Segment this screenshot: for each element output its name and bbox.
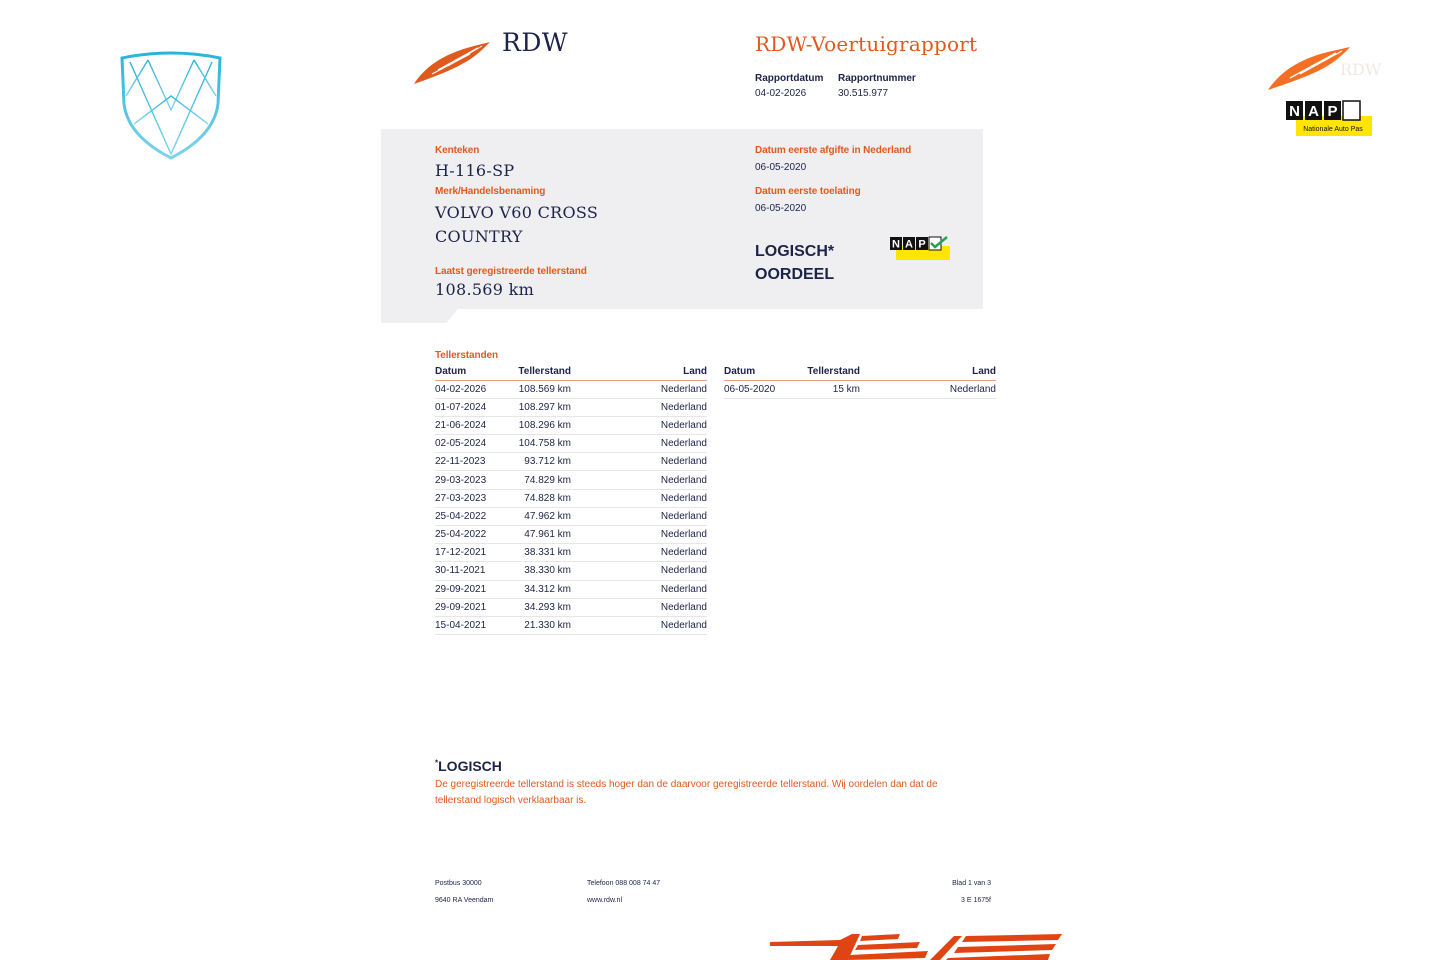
report-number: 30.515.977	[838, 88, 889, 99]
cell-country: Nederland	[571, 380, 707, 398]
cell-country: Nederland	[860, 380, 996, 398]
footer-address-line1: Postbus 30000	[435, 880, 482, 887]
make-value-line2: COUNTRY	[435, 227, 523, 246]
cell-country: Nederland	[571, 526, 707, 544]
table-row	[435, 544, 707, 562]
col-date-header: Datum	[724, 366, 806, 380]
rdw-wordmark: RDW	[502, 28, 569, 57]
footer-address-line2: 9640 RA Veendam	[435, 897, 494, 904]
nap-letter-p: P	[1327, 103, 1338, 120]
cell-country: Nederland	[571, 507, 707, 525]
cell-country: Nederland	[571, 598, 707, 616]
table-row	[435, 562, 707, 580]
cell-km: 34.312 km	[517, 580, 571, 598]
cell-country: Nederland	[571, 416, 707, 434]
cell-date: 01-07-2024	[435, 398, 517, 416]
cell-date: 06-05-2020	[724, 380, 806, 398]
first-issue-value: 06-05-2020	[755, 162, 807, 173]
table-row	[435, 416, 707, 434]
cell-km: 74.829 km	[517, 471, 571, 489]
verdict-line2: OORDEEL	[755, 266, 835, 283]
col-km-header: Tellerstand	[806, 366, 860, 380]
cell-date: 02-05-2024	[435, 435, 517, 453]
table-row	[435, 526, 707, 544]
corner-rdw-wordmark: RDW	[1340, 60, 1382, 79]
table-header-row	[724, 366, 996, 380]
cell-date: 29-09-2021	[435, 598, 517, 616]
table-row	[435, 580, 707, 598]
cell-country: Nederland	[571, 398, 707, 416]
nap-small-letter-n: N	[892, 238, 900, 251]
table-row	[435, 398, 707, 416]
table-row	[435, 507, 707, 525]
table-row	[435, 616, 707, 634]
cell-country: Nederland	[571, 562, 707, 580]
table-row	[435, 489, 707, 507]
cell-km: 108.297 km	[517, 398, 571, 416]
cell-km: 74.828 km	[517, 489, 571, 507]
footnote-title	[435, 758, 502, 774]
cell-date: 27-03-2023	[435, 489, 517, 507]
footnote-marker: *	[435, 758, 439, 768]
footnote-text: De geregistreerde tellerstand is steeds hoger dan de daarvoor geregistreerde tellerstand. Wij oordelen dan dat de tellerstand logisch verklaarbaar is.	[435, 779, 938, 806]
col-country-header: Land	[860, 366, 996, 380]
cell-km: 15 km	[806, 380, 860, 398]
verdict-line1: LOGISCH*	[755, 243, 835, 260]
panel-tab-decoration	[381, 309, 458, 323]
cell-date: 29-09-2021	[435, 580, 517, 598]
table-row	[435, 380, 707, 398]
cell-date: 25-04-2022	[435, 507, 517, 525]
cell-km: 21.330 km	[517, 616, 571, 634]
nap-badge-text: Nationale Auto Pas	[1303, 126, 1363, 133]
cell-km: 47.962 km	[517, 507, 571, 525]
readings-table-right	[724, 366, 996, 399]
table-header-row	[435, 366, 707, 380]
nap-small-letter-a: A	[905, 238, 913, 251]
odometer-value: 108.569 km	[435, 280, 535, 299]
col-country-header: Land	[571, 366, 707, 380]
cell-km: 38.330 km	[517, 562, 571, 580]
first-admission-value: 06-05-2020	[755, 203, 807, 214]
cell-km: 38.331 km	[517, 544, 571, 562]
cell-km: 108.296 km	[517, 416, 571, 434]
plate-value: H-116-SP	[435, 161, 515, 180]
col-km-header: Tellerstand	[517, 366, 571, 380]
cell-date: 15-04-2021	[435, 616, 517, 634]
first-admission-label: Datum eerste toelating	[755, 186, 861, 197]
odometer-label: Laatst geregistreerde tellerstand	[435, 266, 587, 277]
cell-date: 22-11-2023	[435, 453, 517, 471]
cell-country: Nederland	[571, 616, 707, 634]
plate-label: Kenteken	[435, 145, 480, 156]
panel-cut-decoration	[381, 309, 983, 323]
nap-small-letter-p: P	[918, 238, 926, 251]
table-row	[435, 435, 707, 453]
cell-date: 25-04-2022	[435, 526, 517, 544]
footer-phone: Telefoon 088 008 74 47	[587, 880, 661, 887]
footer-code: 3 E 1675f	[961, 897, 991, 904]
nap-check-badge-icon	[890, 236, 950, 260]
table-row	[435, 471, 707, 489]
table-row	[724, 380, 996, 398]
readings-section-title: Tellerstanden	[435, 350, 498, 361]
first-issue-label: Datum eerste afgifte in Nederland	[755, 145, 912, 156]
cell-country: Nederland	[571, 453, 707, 471]
table-row	[435, 453, 707, 471]
col-date-header: Datum	[435, 366, 517, 380]
make-label: Merk/Handelsbenaming	[435, 186, 546, 197]
nap-letter-n: N	[1289, 103, 1300, 120]
footnote-title-text: LOGISCH	[438, 758, 502, 774]
table-row	[435, 598, 707, 616]
report-date: 04-02-2026	[755, 88, 807, 99]
cell-date: 29-03-2023	[435, 471, 517, 489]
cell-date: 21-06-2024	[435, 416, 517, 434]
cell-country: Nederland	[571, 544, 707, 562]
cell-km: 104.758 km	[517, 435, 571, 453]
shield-logo-icon	[118, 50, 224, 162]
make-value-line1: VOLVO V60 CROSS	[435, 203, 599, 222]
report-number-label: Rapportnummer	[838, 73, 916, 84]
footer-page-number: Blad 1 van 3	[952, 880, 991, 887]
cell-country: Nederland	[571, 580, 707, 598]
cell-date: 30-11-2021	[435, 562, 517, 580]
cell-country: Nederland	[571, 489, 707, 507]
cell-country: Nederland	[571, 435, 707, 453]
readings-table-left	[435, 366, 707, 635]
cell-date: 17-12-2021	[435, 544, 517, 562]
cell-country: Nederland	[571, 471, 707, 489]
nap-letter-a: A	[1308, 103, 1319, 120]
footer-website[interactable]: www.rdw.nl	[587, 897, 623, 904]
report-title: RDW-Voertuigrapport	[755, 32, 978, 56]
cell-km: 47.961 km	[517, 526, 571, 544]
cell-km: 93.712 km	[517, 453, 571, 471]
bottom-stripes-decoration	[770, 932, 1062, 960]
cell-km: 34.293 km	[517, 598, 571, 616]
verdict	[755, 240, 834, 286]
cell-date: 04-02-2026	[435, 380, 517, 398]
report-date-label: Rapportdatum	[755, 73, 824, 84]
rdw-feather-logo-icon	[412, 40, 492, 88]
cell-km: 108.569 km	[517, 380, 571, 398]
nap-badge-icon	[1286, 100, 1372, 136]
